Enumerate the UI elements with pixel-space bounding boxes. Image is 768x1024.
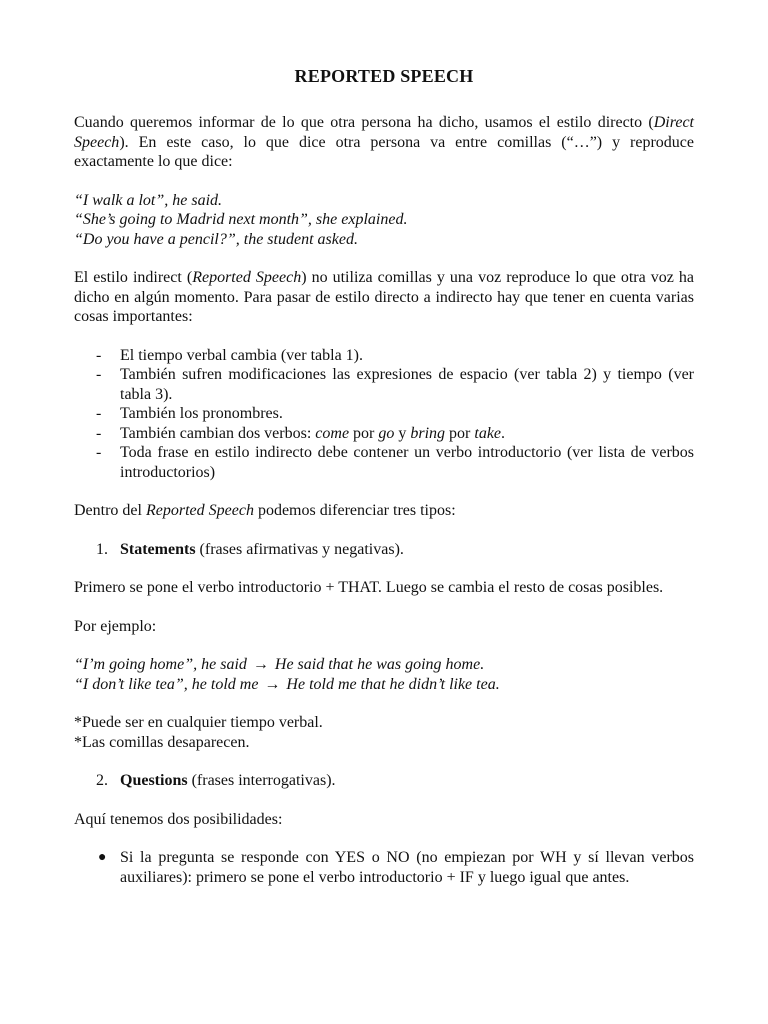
rule-item — [74, 404, 694, 424]
notes — [74, 713, 694, 752]
period: . — [501, 424, 506, 442]
types-intro-a: Dentro del — [74, 502, 146, 519]
types-intro-paragraph — [74, 501, 694, 521]
verb-take: take — [474, 424, 502, 442]
direct-example: “She’s going to Madrid next month”, she explained. — [74, 211, 408, 228]
bullet-icon: ● — [98, 850, 107, 865]
statements-paragraph: Primero se pone el verbo introductorio + THAT. Luego se cambia el resto de cosas posibles. — [74, 579, 664, 596]
example-reported: He told me that he didn’t like tea. — [282, 675, 500, 693]
rule-item — [74, 443, 694, 482]
list-number: 1. — [96, 540, 108, 558]
reported-speech-paragraph — [74, 268, 694, 327]
type-statements-heading — [74, 540, 694, 560]
reported-speech-term: Reported Speech — [192, 269, 302, 286]
rule-text: Toda frase en estilo indirecto debe contener un verbo introductorio (ver lista de verbos introductorios) — [120, 444, 694, 481]
rule-text: También sufren modificaciones las expresiones de espacio (ver tabla 2) y tiempo (ver tabla 3). — [120, 366, 694, 403]
dash-marker: - — [96, 366, 102, 383]
types-intro-term: Reported Speech — [145, 502, 254, 519]
bullet-text: Si la pregunta se responde con YES o NO (no empiezan por WH y sí llevan verbos auxiliares): primero se pone el verbo introductorio + IF y luego igual que antes. — [120, 849, 694, 886]
list-number: 2. — [96, 772, 108, 789]
rule-text: También los pronombres. — [120, 405, 283, 422]
statement-examples — [74, 655, 694, 694]
rule-item — [74, 365, 694, 404]
direct-example: “I walk a lot”, he said. — [74, 191, 223, 209]
verb-come: come — [315, 424, 350, 442]
possibilities-paragraph: Aquí tenemos dos posibilidades: — [74, 810, 283, 828]
rule-text: El tiempo verbal cambia (ver tabla 1). — [120, 346, 364, 364]
type-description: (frases interrogativas). — [187, 772, 336, 789]
reported-text-b: ) no utiliza comillas y una voz reproduce lo que otra voz ha dicho en algún momento. Para pasar de estilo directo a indirecto hay que tener en cuenta varias cosas importantes: — [74, 269, 695, 325]
direct-example: “Do you have a pencil?”, the student asked. — [74, 230, 358, 248]
statement-example — [74, 655, 694, 675]
dash-marker: - — [96, 444, 102, 461]
arrow-right-icon: → — [264, 675, 281, 693]
intro-text-a: Cuando queremos informar de lo que otra persona ha dicho, usamos el estilo directo ( — [74, 114, 654, 131]
intro-text-b: ). En este caso, lo que dice otra persona va entre comillas (“…”) y reproduce exactamente lo que dice: — [74, 133, 694, 170]
note: *Puede ser en cualquier tiempo verbal. — [74, 714, 323, 731]
connector: por — [349, 424, 379, 442]
note: *Las comillas desaparecen. — [74, 733, 250, 751]
example-label: Por ejemplo: — [74, 617, 157, 635]
type-name: Statements — [120, 540, 196, 558]
connector: y — [394, 424, 411, 442]
type-questions-heading — [74, 771, 694, 791]
type-description: (frases afirmativas y negativas). — [195, 540, 404, 558]
connector: por — [445, 424, 475, 442]
dash-marker: - — [96, 405, 102, 422]
reported-text-a: El estilo indirect ( — [74, 269, 193, 286]
types-intro-b: podemos diferenciar tres tipos: — [253, 502, 456, 519]
yes-no-bullet — [74, 848, 694, 887]
statement-example — [74, 675, 694, 695]
intro-paragraph — [74, 113, 694, 172]
example-direct: “I don’t like tea”, he told me — [74, 675, 263, 693]
rules-list — [74, 346, 694, 483]
rule-text: También cambian dos verbos: — [120, 424, 316, 442]
type-name: Questions — [120, 772, 188, 789]
example-reported: He said that he was going home. — [270, 656, 485, 673]
rule-item — [74, 424, 694, 444]
arrow-right-icon: → — [252, 656, 269, 673]
dash-marker: - — [96, 346, 102, 364]
example-direct: “I’m going home”, he said — [74, 656, 251, 673]
dash-marker: - — [96, 424, 102, 442]
rule-item — [74, 346, 694, 366]
document-page — [74, 66, 694, 887]
page-title: REPORTED SPEECH — [294, 66, 474, 86]
verb-go: go — [378, 424, 395, 442]
direct-examples — [74, 191, 694, 250]
verb-bring: bring — [410, 424, 446, 442]
intro-direct-speech-term: Direct Speech — [74, 114, 694, 151]
